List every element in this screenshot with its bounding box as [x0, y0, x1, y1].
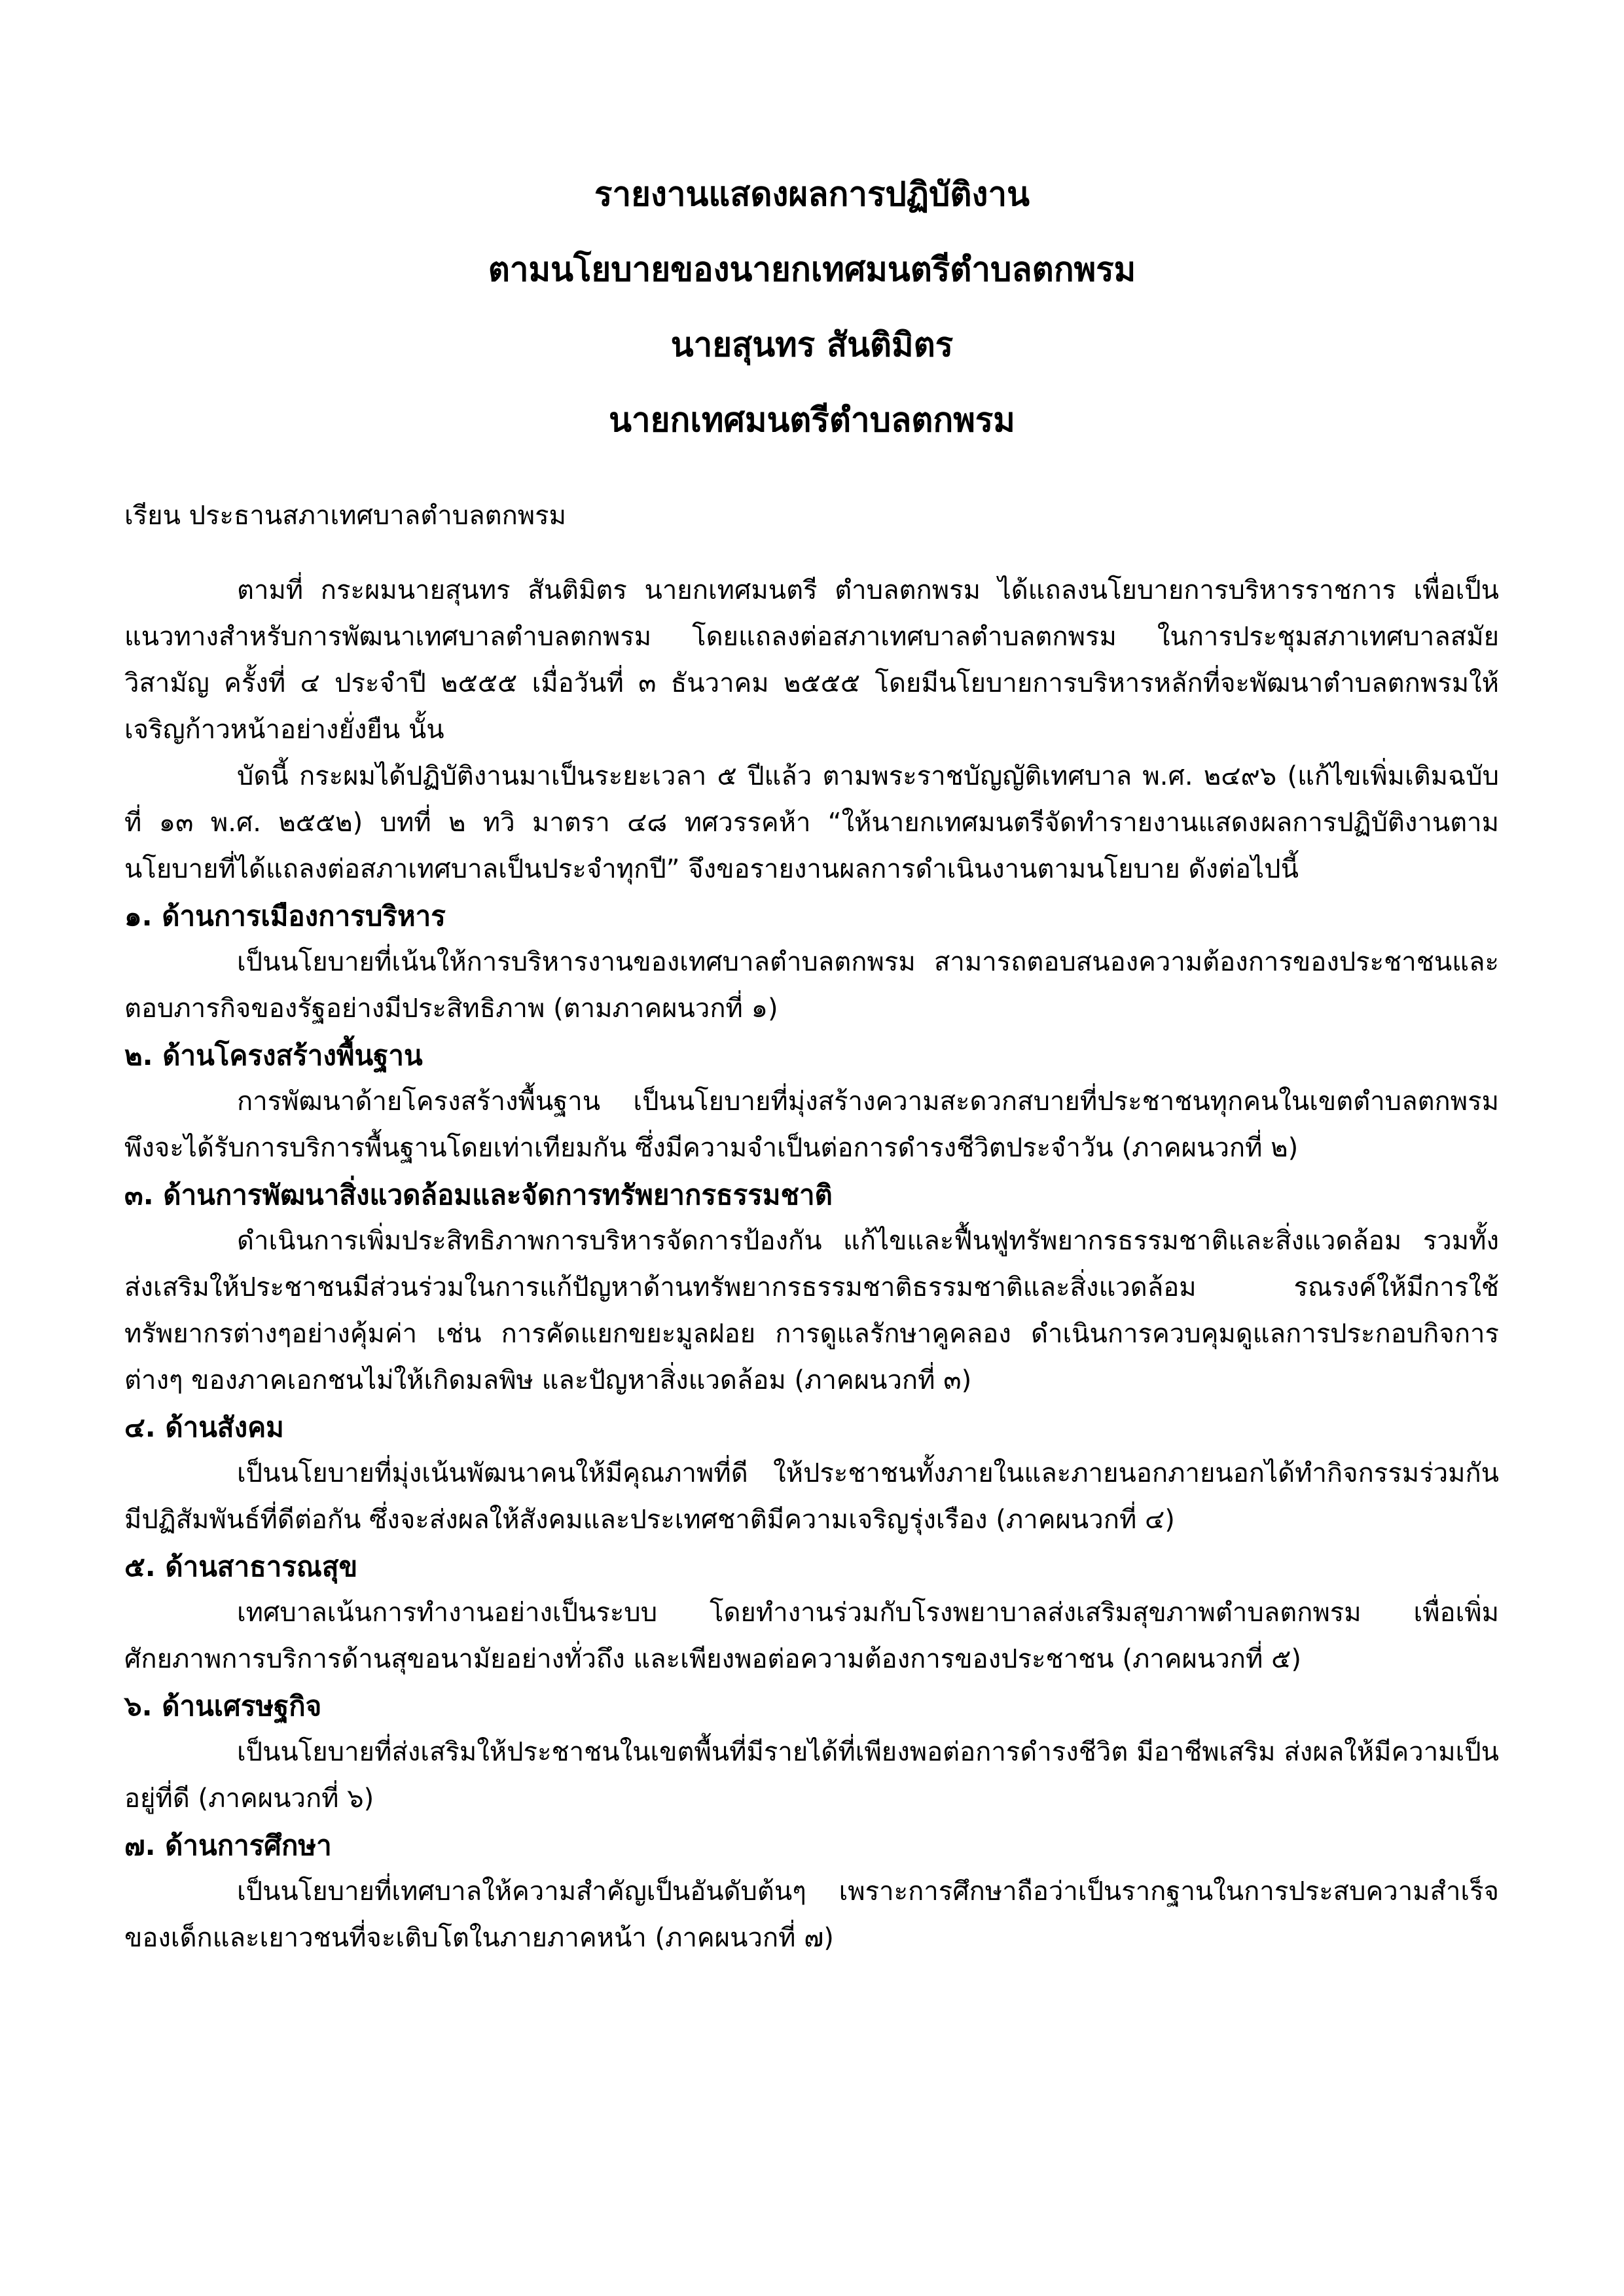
section-heading: ๒. ด้านโครงสร้างพื้นฐาน: [124, 1039, 423, 1071]
section-3: [124, 1172, 1499, 1404]
report-title: [0, 157, 1624, 458]
section-heading: ๕. ด้านสาธารณสุข: [124, 1551, 358, 1583]
section-6: [124, 1683, 1499, 1822]
document-body: [124, 493, 1499, 1962]
title-line-1: รายงานแสดงผลการปฏิบัติงาน: [594, 175, 1030, 214]
salutation: เรียน ประธานสภาเทศบาลตำบลตกพรม: [124, 501, 567, 531]
section-text: เป็นนโยบายที่เน้นให้การบริหารงานของเทศบาลตำบลตกพรม สามารถตอบสนองความต้องการของประชาชนและตอบภารกิจของรัฐอย่างมีประสิทธิภาพ (ตามภาคผนวกที่ ๑): [124, 947, 1499, 1024]
section-4: [124, 1404, 1499, 1543]
section-text: เทศบาลเน้นการทำงานอย่างเป็นระบบ โดยทำงานร่วมกับโรงพยาบาลส่งเสริมสุขภาพตำบลตกพรม เพื่อเพิ่มศักยภาพการบริการด้านสุขอนามัยอย่างทั่วถึง และเพียงพอต่อความต้องการของประชาชน (ภาคผนวกที่ ๕): [124, 1598, 1499, 1674]
section-7: [124, 1822, 1499, 1962]
section-heading: ๔. ด้านสังคม: [124, 1411, 284, 1443]
section-text: เป็นนโยบายที่เทศบาลให้ความสำคัญเป็นอันดับต้นๆ เพราะการศึกษาถือว่าเป็นรากฐานในการประสบความสำเร็จของเด็กและเยาวชนที่จะเติบโตในภายภาคหน้า (ภาคผนวกที่ ๗): [124, 1876, 1499, 1953]
section-5: [124, 1543, 1499, 1683]
title-line-4: นายกเทศมนตรีตำบลตกพรม: [609, 401, 1015, 440]
section-heading: ๑. ด้านการเมืองการบริหาร: [124, 900, 446, 932]
section-text: เป็นนโยบายที่ส่งเสริมให้ประชาชนในเขตพื้นที่มีรายได้ที่เพียงพอต่อการดำรงชีวิต มีอาชีพเสริม ส่งผลให้มีความเป็นอยู่ที่ดี (ภาคผนวกที่ ๖): [124, 1737, 1499, 1814]
section-1: [124, 893, 1499, 1032]
title-line-2: ตามนโยบายของนายกเทศมนตรีตำบลตกพรม: [488, 251, 1136, 289]
section-heading: ๖. ด้านเศรษฐกิจ: [124, 1690, 322, 1722]
section-text: การพัฒนาด้ายโครงสร้างพื้นฐาน เป็นนโยบายที่มุ่งสร้างความสะดวกสบายที่ประชาชนทุกคนในเขตตำบลตกพรมพึงจะได้รับการบริการพื้นฐานโดยเท่าเทียมกัน ซึ่งมีความจำเป็นต่อการดำรงชีวิตประจำวัน (ภาคผนวกที่ ๒): [124, 1086, 1499, 1163]
title-line-3: นายสุนทร สันติมิตร: [670, 326, 954, 365]
intro-paragraph-1: ตามที่ กระผมนายสุนทร สันติมิตร นายกเทศมนตรี ตำบลตกพรม ได้แถลงนโยบายการบริหารราชการ เพื่อเป็นแนวทางสำหรับการพัฒนาเทศบาลตำบลตกพรม โดยแถลงต่อสภาเทศบาลตำบลตกพรม ในการประชุมสภาเทศบาลสมัยวิสามัญ ครั้งที่ ๔ ประจำปี ๒๕๕๕ เมื่อวันที่ ๓ ธันวาคม ๒๕๕๕ โดยมีนโยบายการบริหารหลักที่จะพัฒนาตำบลตกพรมให้เจริญก้าวหน้าอย่างยั่งยืน นั้น: [124, 575, 1499, 745]
section-heading: ๗. ด้านการศึกษา: [124, 1829, 332, 1861]
section-heading: ๓. ด้านการพัฒนาสิ่งแวดล้อมและจัดการทรัพยากรธรรมชาติ: [124, 1179, 833, 1211]
intro-paragraph-2: บัดนี้ กระผมได้ปฏิบัติงานมาเป็นระยะเวลา ๕ ปีแล้ว ตามพระราชบัญญัติเทศบาล พ.ศ. ๒๔๙๖ (แก้ไขเพิ่มเติมฉบับที่ ๑๓ พ.ศ. ๒๕๕๒) บทที่ ๒ ทวิ มาตรา ๔๘ ทศวรรคห้า “ให้นายกเทศมนตรีจัดทำรายงานแสดงผลการปฏิบัติงานตามนโยบายที่ได้แถลงต่อสภาเทศบาลเป็นประจำทุกปี” จึงขอรายงานผลการดำเนินงานตามนโยบาย ดังต่อไปนี้: [124, 761, 1499, 884]
section-text: เป็นนโยบายที่มุ่งเน้นพัฒนาคนให้มีคุณภาพที่ดี ให้ประชาชนทั้งภายในและภายนอกภายนอกได้ทำกิจกรรมร่วมกันมีปฏิสัมพันธ์ที่ดีต่อกัน ซึ่งจะส่งผลให้สังคมและประเทศชาติมีความเจริญรุ่งเรือง (ภาคผนวกที่ ๔): [124, 1458, 1499, 1535]
section-2: [124, 1032, 1499, 1172]
section-text: ดำเนินการเพิ่มประสิทธิภาพการบริหารจัดการป้องกัน แก้ไขและฟื้นฟูทรัพยากรธรรมชาติและสิ่งแวดล้อม รวมทั้งส่งเสริมให้ประชาชนมีส่วนร่วมในการแก้ปัญหาด้านทรัพยากรธรรมชาติธรรมชาติและสิ่งแวดล้อม รณรงค์ให้มีการใช้ทรัพยากรต่างๆอย่างคุ้มค่า เช่น การคัดแยกขยะมูลฝอย การดูแลรักษาคูคลอง ดำเนินการควบคุมดูแลการประกอบกิจการต่างๆ ของภาคเอกชนไม่ให้เกิดมลพิษ และปัญหาสิ่งแวดล้อม (ภาคผนวกที่ ๓): [124, 1226, 1499, 1395]
